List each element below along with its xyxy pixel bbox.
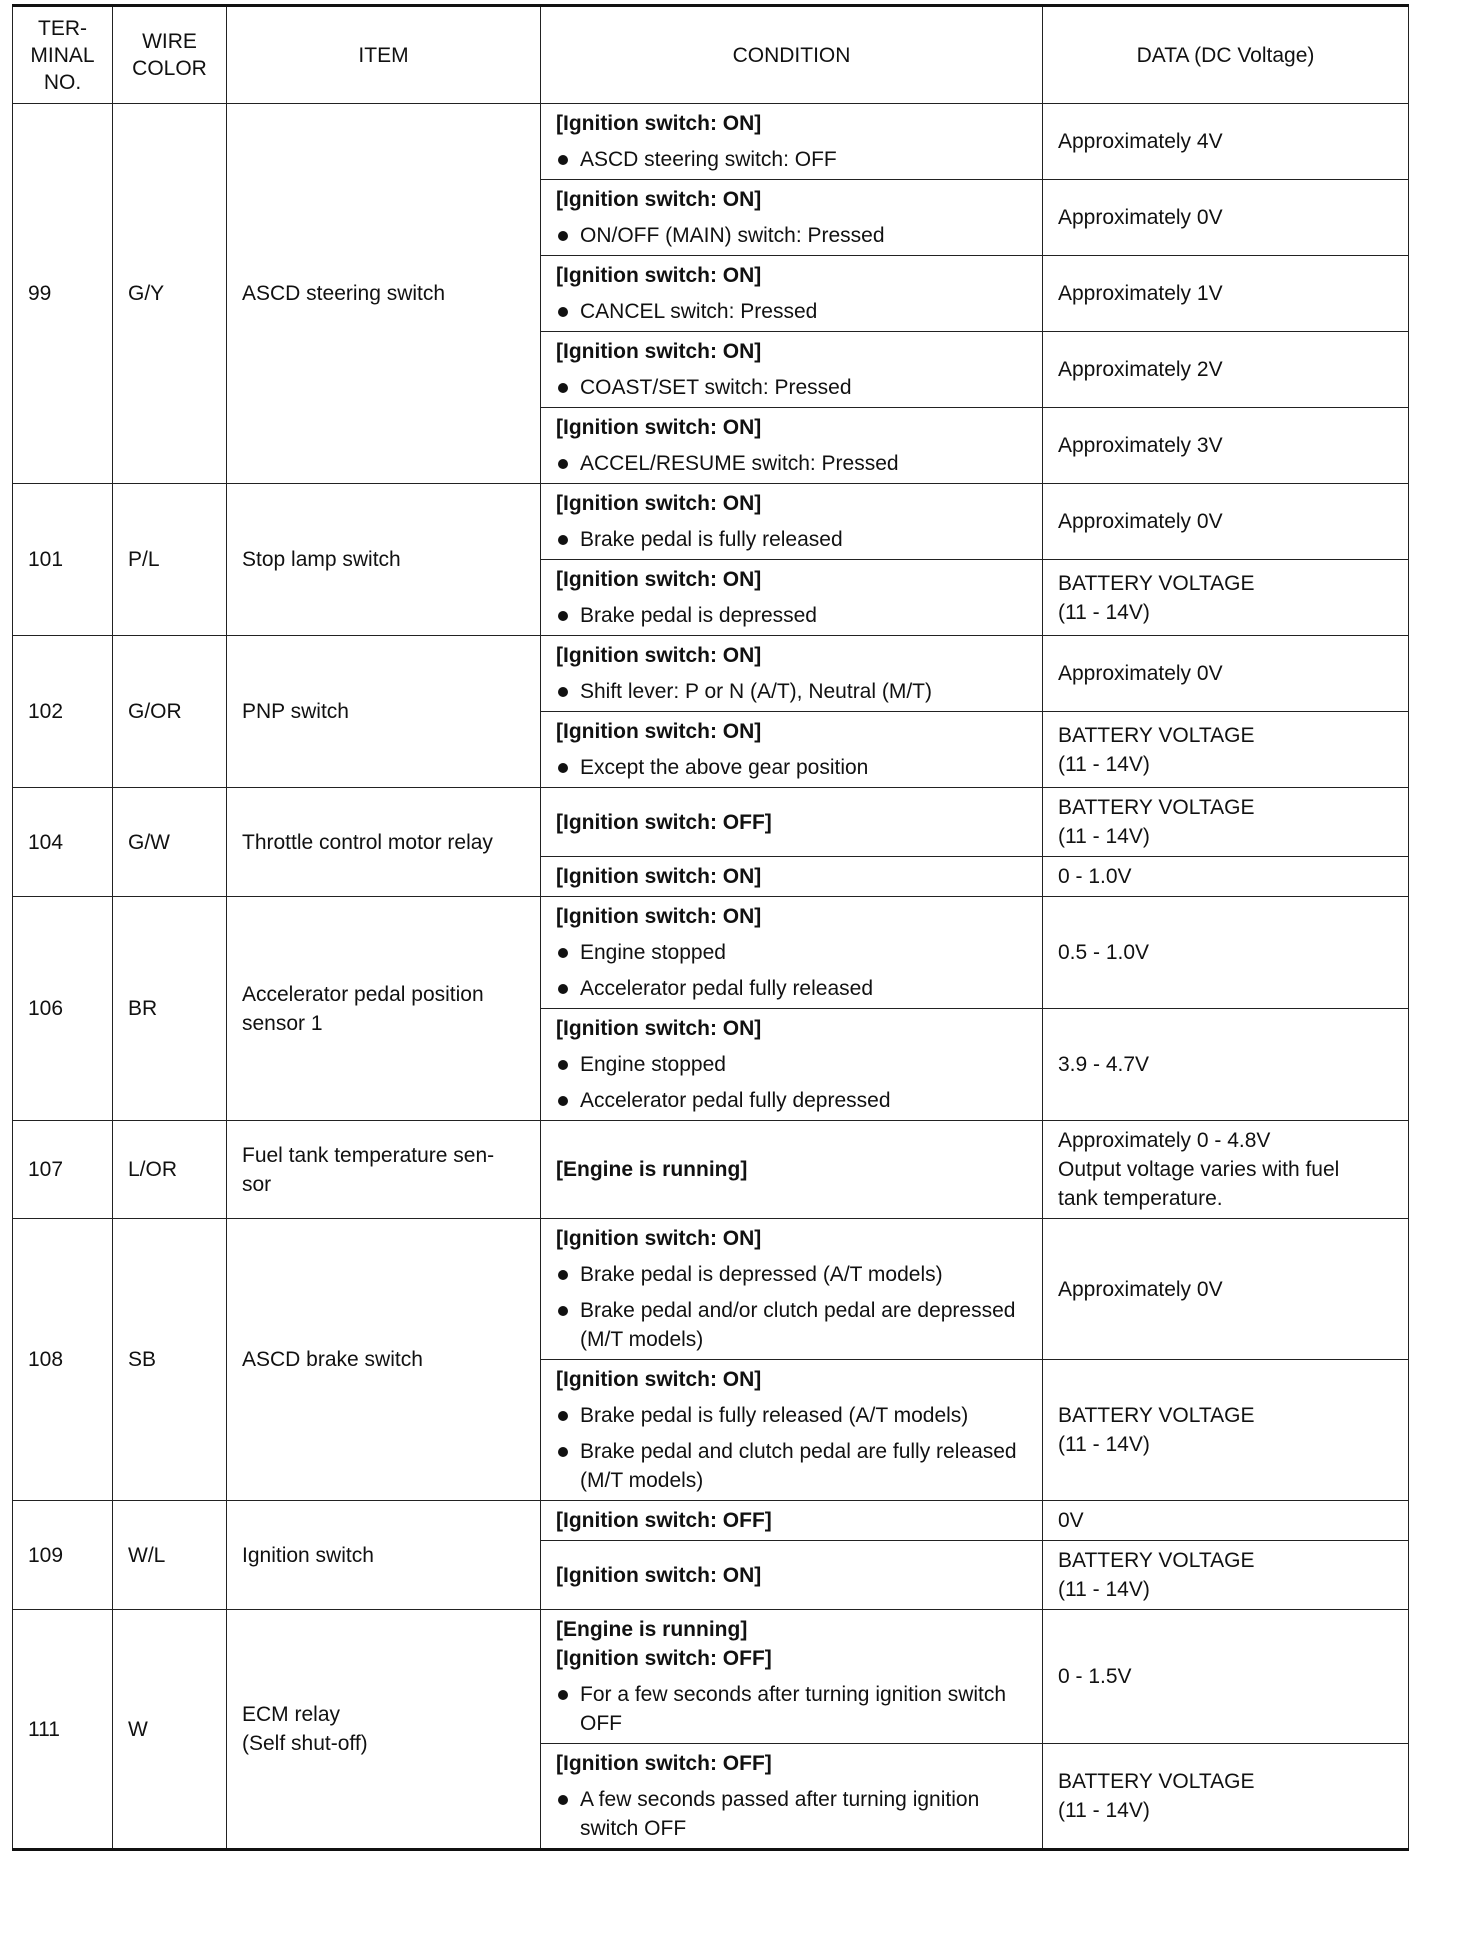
condition-cell [541,180,1043,256]
data-voltage-cell [1043,1121,1409,1219]
data-text: Approximately 0 - 4.8V [1058,1129,1271,1152]
terminal-no-cell: 106 [13,897,113,1121]
item-cell [227,1219,541,1501]
condition-header: [Ignition switch: ON] [556,905,762,928]
terminal-spec-table [12,4,1409,1851]
condition-cell [541,104,1043,180]
condition-header: [Ignition switch: OFF] [556,1647,772,1670]
header-item: ITEM [227,6,541,104]
condition-cell [541,636,1043,712]
terminal-no-cell: 99 [13,104,113,484]
data-voltage-cell [1043,1009,1409,1121]
condition-header: [Ignition switch: ON] [556,188,762,211]
data-text: BATTERY VOLTAGE [1058,1549,1255,1572]
condition-header: [Engine is running] [556,1158,748,1181]
data-text: Approximately 1V [1058,282,1223,305]
table-row [13,1501,1409,1541]
data-voltage-cell [1043,180,1409,256]
condition-bullet: Engine stopped [556,938,1027,967]
condition-cell [541,1744,1043,1850]
data-voltage-cell [1043,484,1409,560]
header-condition: CONDITION [541,6,1043,104]
condition-bullet: Brake pedal is depressed [556,601,1027,630]
data-text: (11 - 14V) [1058,1799,1150,1822]
data-voltage-cell [1043,1360,1409,1501]
item-text: sor [242,1172,272,1196]
item-cell [227,1501,541,1610]
header-terminal-line: MINAL [30,43,95,67]
condition-bullet: Brake pedal is depressed (A/T models) [556,1260,1027,1289]
data-voltage-cell [1043,256,1409,332]
item-text: sensor 1 [242,1011,323,1035]
condition-bullet: Except the above gear position [556,753,1027,782]
table-row [13,104,1409,180]
item-text: PNP switch [242,700,349,723]
condition-header: [Ignition switch: ON] [556,865,762,888]
condition-header: [Ignition switch: ON] [556,340,762,363]
terminal-no-cell: 102 [13,636,113,788]
data-text: (11 - 14V) [1058,752,1150,776]
data-text: 0.5 - 1.0V [1058,941,1150,964]
item-cell [227,104,541,484]
condition-bullet: ACCEL/RESUME switch: Pressed [556,449,1027,478]
condition-cell [541,1219,1043,1360]
condition-bullet: ON/OFF (MAIN) switch: Pressed [556,221,1027,250]
table-row [13,1610,1409,1744]
data-text: 0 - 1.5V [1058,1665,1132,1688]
condition-header: [Ignition switch: ON] [556,416,762,439]
data-text: (11 - 14V) [1058,600,1150,624]
wire-color-cell: G/Y [113,104,227,484]
condition-header: [Ignition switch: ON] [556,1563,762,1587]
condition-bullet: COAST/SET switch: Pressed [556,373,1027,402]
condition-bullet: Brake pedal and clutch pedal are fully released (M/T models) [556,1437,1027,1495]
item-cell [227,897,541,1121]
header-wire-line: COLOR [132,57,207,80]
data-voltage-cell [1043,1541,1409,1610]
condition-bullet: Accelerator pedal fully depressed [556,1086,1027,1115]
condition-header: [Ignition switch: OFF] [556,1509,772,1532]
condition-bullet: Brake pedal and/or clutch pedal are depressed (M/T models) [556,1296,1027,1354]
condition-header: [Ignition switch: OFF] [556,1752,772,1775]
terminal-no-cell: 108 [13,1219,113,1501]
data-text: Approximately 0V [1058,510,1223,533]
item-text: Ignition switch [242,1543,374,1567]
condition-header: [Ignition switch: ON] [556,492,762,515]
header-wire-color [113,6,227,104]
wire-color-cell: W/L [113,1501,227,1610]
table-body [13,104,1409,1850]
condition-cell [541,857,1043,897]
wire-color-cell: G/W [113,788,227,897]
data-text: (11 - 14V) [1058,1433,1150,1456]
data-text: 3.9 - 4.7V [1058,1053,1150,1076]
item-text: Fuel tank temperature sen- [242,1143,495,1167]
data-text: BATTERY VOLTAGE [1058,1404,1255,1427]
condition-header: [Engine is running] [556,1618,748,1641]
data-voltage-cell [1043,332,1409,408]
wire-color-cell: P/L [113,484,227,636]
table-row [13,897,1409,1009]
condition-cell [541,408,1043,484]
data-voltage-cell [1043,788,1409,857]
data-text: Approximately 4V [1058,130,1223,153]
header-terminal-no [13,6,113,104]
condition-cell [541,1121,1043,1219]
condition-header: [Ignition switch: ON] [556,1368,762,1391]
condition-cell [541,560,1043,636]
wire-color-cell: W [113,1610,227,1850]
item-text: Stop lamp switch [242,548,401,571]
item-cell [227,1610,541,1850]
condition-cell [541,1009,1043,1121]
data-text: Approximately 0V [1058,1277,1223,1301]
spec-table-container [12,4,1408,1851]
data-voltage-cell [1043,408,1409,484]
header-row [13,6,1409,104]
condition-cell [541,1501,1043,1541]
condition-bullet: Brake pedal is fully released [556,525,1027,554]
table-row [13,636,1409,712]
item-text: ASCD brake switch [242,1348,423,1371]
condition-cell [541,484,1043,560]
data-text: (11 - 14V) [1058,825,1150,848]
header-data: DATA (DC Voltage) [1043,6,1409,104]
condition-bullet: Brake pedal is fully released (A/T models) [556,1401,1027,1430]
item-text: Throttle control motor relay [242,830,493,854]
item-cell [227,484,541,636]
data-voltage-cell [1043,1219,1409,1360]
data-voltage-cell [1043,1501,1409,1541]
data-text: BATTERY VOLTAGE [1058,723,1255,747]
header-terminal-line: NO. [43,70,82,94]
condition-header: [Ignition switch: ON] [556,1017,762,1040]
item-cell [227,788,541,897]
condition-header: [Ignition switch: ON] [556,720,762,743]
wire-color-cell: G/OR [113,636,227,788]
condition-bullet: A few seconds passed after turning ignition switch OFF [556,1785,1027,1843]
condition-header: [Ignition switch: OFF] [556,810,772,834]
condition-cell [541,1610,1043,1744]
wire-color-cell: SB [113,1219,227,1501]
item-cell [227,636,541,788]
data-text: Approximately 3V [1058,434,1223,457]
data-voltage-cell [1043,636,1409,712]
data-voltage-cell [1043,104,1409,180]
data-text: Approximately 2V [1058,358,1223,381]
condition-cell [541,256,1043,332]
condition-bullet: ASCD steering switch: OFF [556,145,1027,174]
terminal-no-cell: 107 [13,1121,113,1219]
item-text: ASCD steering switch [242,282,446,305]
wire-color-cell: BR [113,897,227,1121]
data-voltage-cell [1043,857,1409,897]
condition-bullet: Accelerator pedal fully released [556,974,1027,1003]
condition-cell [541,712,1043,788]
condition-cell [541,1541,1043,1610]
condition-header: [Ignition switch: ON] [556,568,762,591]
data-text: Approximately 0V [1058,662,1223,685]
item-text: (Self shut-off) [242,1732,368,1755]
data-voltage-cell [1043,1610,1409,1744]
data-text: BATTERY VOLTAGE [1058,571,1255,595]
condition-bullet: Engine stopped [556,1050,1027,1079]
condition-cell [541,897,1043,1009]
terminal-no-cell: 101 [13,484,113,636]
terminal-no-cell: 104 [13,788,113,897]
condition-bullet: For a few seconds after turning ignition switch OFF [556,1680,1027,1738]
table-row [13,788,1409,857]
data-text: Output voltage varies with fuel [1058,1158,1340,1181]
condition-bullet: Shift lever: P or N (A/T), Neutral (M/T) [556,677,1027,706]
header-wire-line: WIRE [142,30,197,53]
data-text: BATTERY VOLTAGE [1058,1770,1255,1793]
condition-header: [Ignition switch: ON] [556,112,762,135]
terminal-no-cell: 111 [13,1610,113,1850]
condition-cell [541,332,1043,408]
item-text: Accelerator pedal position [242,982,484,1006]
data-voltage-cell [1043,712,1409,788]
data-text: (11 - 14V) [1058,1578,1150,1601]
data-voltage-cell [1043,1744,1409,1850]
terminal-no-cell: 109 [13,1501,113,1610]
wire-color-cell: L/OR [113,1121,227,1219]
data-text: tank temperature. [1058,1187,1223,1210]
header-terminal-line: TER- [38,16,87,40]
data-text: Approximately 0V [1058,206,1223,229]
table-row [13,1121,1409,1219]
data-voltage-cell [1043,897,1409,1009]
table-row [13,1219,1409,1360]
item-text: ECM relay [242,1703,341,1726]
data-text: 0V [1058,1509,1084,1532]
data-voltage-cell [1043,560,1409,636]
condition-header: [Ignition switch: ON] [556,264,762,287]
table-row [13,484,1409,560]
condition-header: [Ignition switch: ON] [556,1227,762,1250]
condition-cell [541,788,1043,857]
condition-bullet: CANCEL switch: Pressed [556,297,1027,326]
item-cell [227,1121,541,1219]
condition-header: [Ignition switch: ON] [556,644,762,667]
condition-cell [541,1360,1043,1501]
data-text: BATTERY VOLTAGE [1058,796,1255,819]
data-text: 0 - 1.0V [1058,865,1132,888]
